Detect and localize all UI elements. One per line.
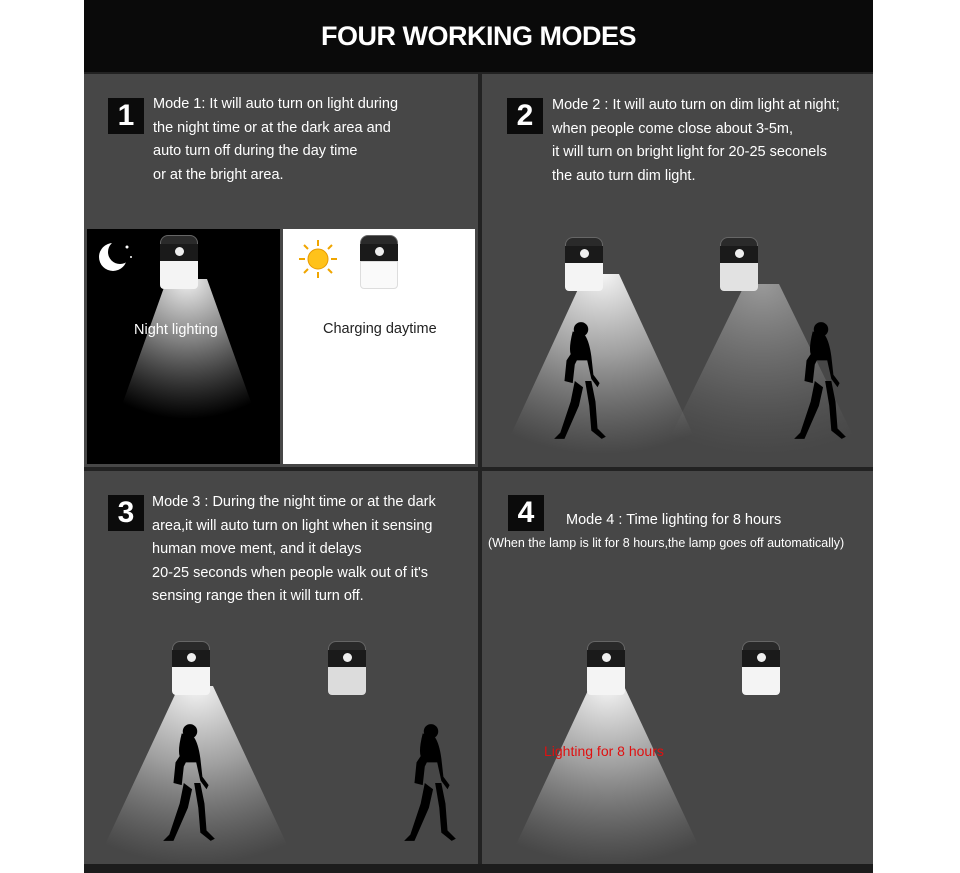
person-silhouette-icon (159, 721, 221, 845)
mode-number-badge: 4 (508, 495, 544, 531)
desc-line: Mode 4 : Time lighting for 8 hours (566, 512, 782, 528)
person-silhouette-icon (400, 721, 462, 845)
mode-3-description (152, 491, 436, 609)
light-beam (117, 279, 257, 419)
desc-line: when people come close about 3-5m, (552, 120, 794, 137)
person-silhouette-icon (550, 319, 612, 443)
desc-line: or at the bright area. (153, 166, 284, 183)
desc-line: Mode 2 : It will auto turn on dim light at night; (552, 97, 840, 113)
desc-line: area,it will auto turn on light when it sensing (152, 517, 433, 534)
mode-1-description (153, 93, 398, 187)
day-scene (283, 229, 475, 464)
day-caption: Charging daytime (323, 321, 437, 337)
bottom-border (84, 864, 873, 873)
desc-line: the night time or at the dark area and (153, 119, 391, 136)
sun-icon (298, 239, 338, 279)
desc-line: 20-25 seconds when people walk out of it's (152, 564, 429, 581)
mode-4-panel (482, 471, 873, 864)
person-silhouette-icon (790, 319, 852, 443)
night-caption: Night lighting (134, 322, 218, 338)
mode-2-panel (482, 74, 873, 467)
lamp-icon (587, 641, 625, 695)
mode-4-note: (When the lamp is lit for 8 hours,the lamp goes off automatically) (488, 536, 845, 550)
lamp-icon (328, 641, 366, 695)
desc-line: the auto turn dim light. (552, 167, 696, 184)
lamp-icon (720, 237, 758, 291)
moon-icon (95, 237, 135, 277)
desc-line: sensing range then it will turn off. (152, 588, 364, 604)
mode-3-panel (84, 471, 478, 864)
frame (84, 0, 873, 873)
desc-line: Mode 1: It will auto turn on light during (153, 96, 399, 112)
lighting-duration-label: Lighting for 8 hours (544, 743, 664, 759)
desc-line: it will turn on bright light for 20-25 seconels (552, 144, 827, 160)
mode-number-badge: 3 (108, 495, 144, 531)
light-beam (507, 686, 707, 864)
lamp-icon (160, 235, 198, 289)
desc-line: human move ment, and it delays (152, 541, 362, 557)
mode-number-badge: 1 (108, 98, 144, 134)
lamp-icon (742, 641, 780, 695)
mode-2-description (552, 94, 840, 188)
page-title: FOUR WORKING MODES (84, 0, 873, 72)
lamp-icon (172, 641, 210, 695)
lamp-icon (565, 237, 603, 291)
mode-number-badge: 2 (507, 98, 543, 134)
desc-line: Mode 3 : During the night time or at the dark (152, 494, 436, 510)
mode-4-title (566, 509, 781, 533)
night-scene (87, 229, 280, 464)
lamp-icon (360, 235, 398, 289)
desc-line: auto turn off during the day time (153, 143, 358, 159)
mode-1-panel (84, 74, 478, 467)
